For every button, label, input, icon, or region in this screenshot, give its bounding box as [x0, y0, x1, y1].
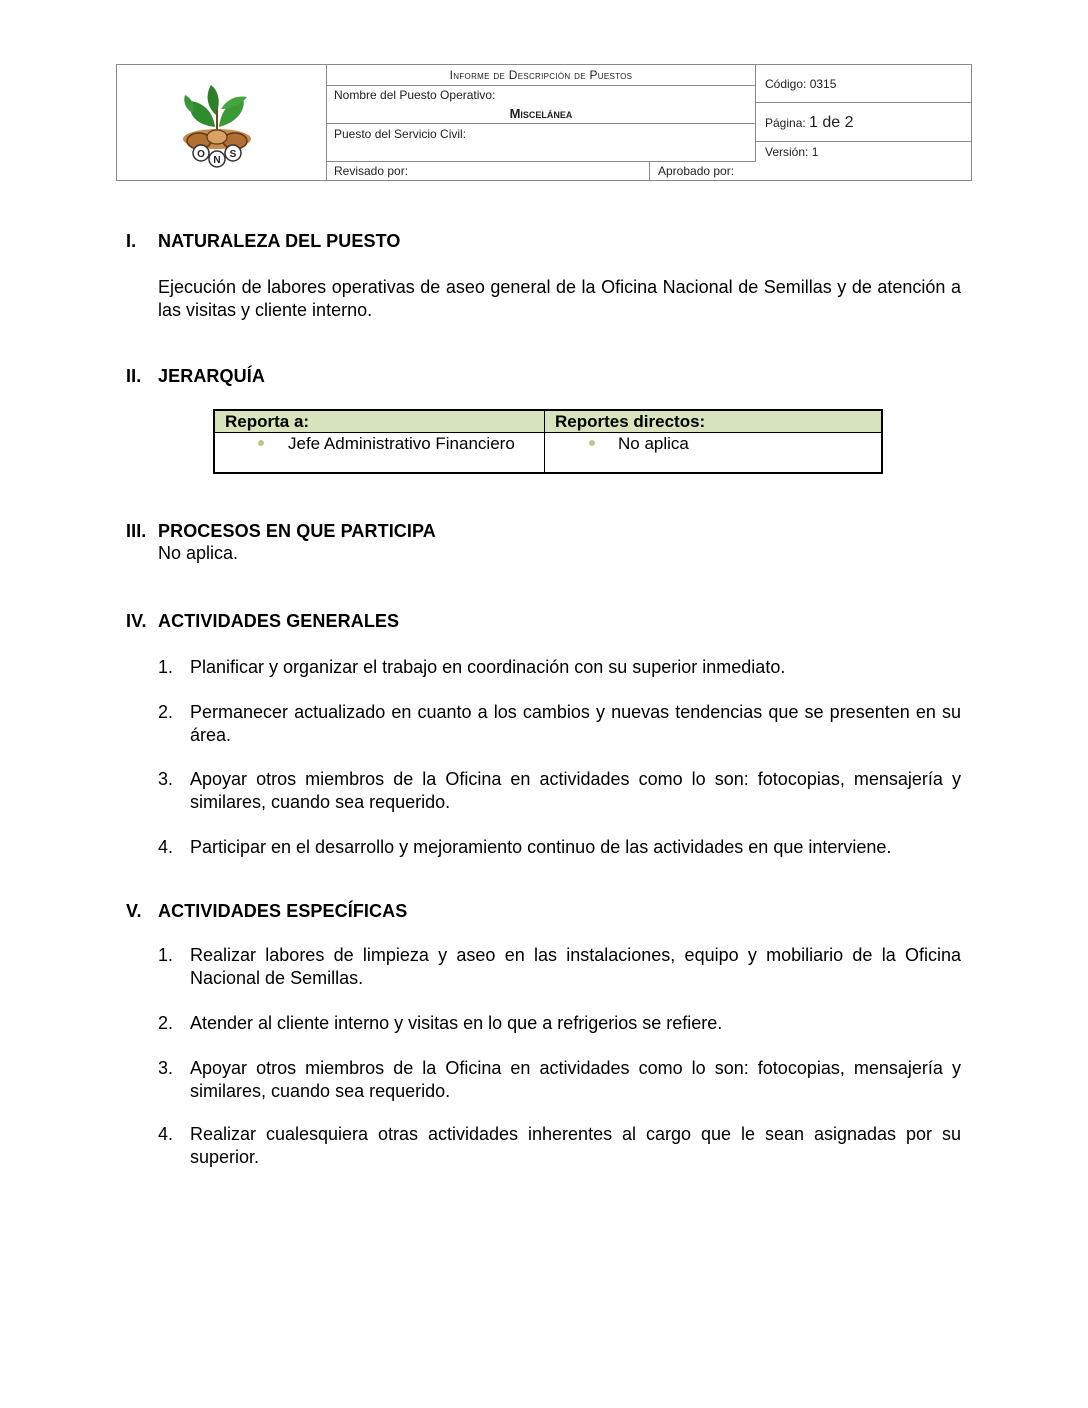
item-number: 1.: [158, 945, 174, 965]
document-code: Código: 0315: [755, 65, 971, 103]
job-name-cell: [327, 86, 755, 124]
item-number: 4.: [158, 1124, 174, 1144]
bullet-icon: [258, 440, 264, 446]
section-heading-jerarquia: [126, 366, 265, 387]
report-title: Informe de Descripción de Puestos: [327, 65, 755, 86]
ons-logo: [177, 79, 257, 169]
item-text: Planificar y organizar el trabajo en coordinación con su superior inmediato.: [190, 657, 786, 677]
item-number: 3.: [158, 769, 174, 789]
reports-to-value: Jefe Administrativo Financiero: [288, 434, 515, 453]
section-heading-procesos: [126, 521, 436, 542]
page-label: Página:: [765, 116, 806, 130]
page-value: 1 de 2: [809, 114, 854, 131]
section-title: ACTIVIDADES GENERALES: [158, 611, 400, 631]
item-number: 3.: [158, 1058, 174, 1078]
hierarchy-table: [213, 409, 883, 474]
section-text-naturaleza: Ejecución de labores operativas de aseo general de la Oficina Nacional de Semillas y de atención a las visitas y cliente interno.: [158, 277, 961, 320]
document-version: Versión: 1: [755, 142, 971, 162]
item-number: 2.: [158, 702, 174, 722]
svg-text:O: O: [197, 149, 205, 160]
item-number: 1.: [158, 657, 174, 677]
section-number: V.: [126, 901, 142, 921]
section-title: PROCESOS EN QUE PARTICIPA: [158, 521, 436, 541]
section-text-procesos: No aplica.: [158, 543, 239, 563]
section-title: ACTIVIDADES ESPECÍFICAS: [158, 901, 408, 921]
civil-service-cell: [327, 124, 755, 162]
section-heading-naturaleza: [126, 231, 400, 252]
svg-text:N: N: [213, 155, 221, 166]
reports-to-header: Reporta a:: [215, 411, 545, 433]
item-text: Participar en el desarrollo y mejoramiento continuo de las actividades en que interviene.: [190, 837, 892, 857]
svg-text:S: S: [229, 149, 237, 160]
section-number: II.: [126, 366, 142, 386]
item-number: 4.: [158, 837, 174, 857]
section-title: JERARQUÍA: [158, 366, 265, 386]
section-heading-actividades-generales: [126, 611, 399, 632]
section-number: I.: [126, 231, 137, 251]
bullet-icon: [589, 440, 595, 446]
civil-service-label: Puesto del Servicio Civil:: [334, 127, 467, 141]
section-number: IV.: [126, 611, 147, 631]
direct-reports-value: No aplica: [618, 434, 689, 453]
section-number: III.: [126, 521, 147, 541]
reports-to-cell: [215, 433, 545, 472]
section-heading-actividades-especificas: [126, 901, 407, 922]
item-text: Atender al cliente interno y visitas en lo que a refrigerios se refiere.: [190, 1013, 723, 1033]
direct-reports-cell: [545, 433, 881, 472]
job-name-value: Miscelánea: [509, 106, 573, 121]
section-title: NATURALEZA DEL PUESTO: [158, 231, 401, 251]
reviewed-by-label: Revisado por:: [327, 162, 650, 180]
item-text: Realizar cualesquiera otras actividades inherentes al cargo que le sean asignadas por su superior.: [190, 1124, 961, 1167]
approved-by-label: Aprobado por:: [658, 164, 735, 178]
item-text: Permanecer actualizado en cuanto a los cambios y nuevas tendencias que se presenten en su área.: [190, 702, 961, 745]
item-text: Apoyar otros miembros de la Oficina en actividades como lo son: fotocopias, mensajería y similares, cuando sea requerido.: [190, 1058, 961, 1101]
item-number: 2.: [158, 1013, 174, 1033]
page-number-cell: [755, 103, 971, 142]
item-text: Apoyar otros miembros de la Oficina en actividades como lo son: fotocopias, mensajería y similares, cuando sea requerido.: [190, 769, 961, 812]
logo-cell: [117, 65, 327, 180]
item-text: Realizar labores de limpieza y aseo en las instalaciones, equipo y mobiliario de la Oficina Nacional de Semillas.: [190, 945, 961, 988]
document-header-table: [116, 64, 972, 181]
direct-reports-header: Reportes directos:: [545, 411, 881, 433]
job-name-label: Nombre del Puesto Operativo:: [334, 88, 496, 102]
